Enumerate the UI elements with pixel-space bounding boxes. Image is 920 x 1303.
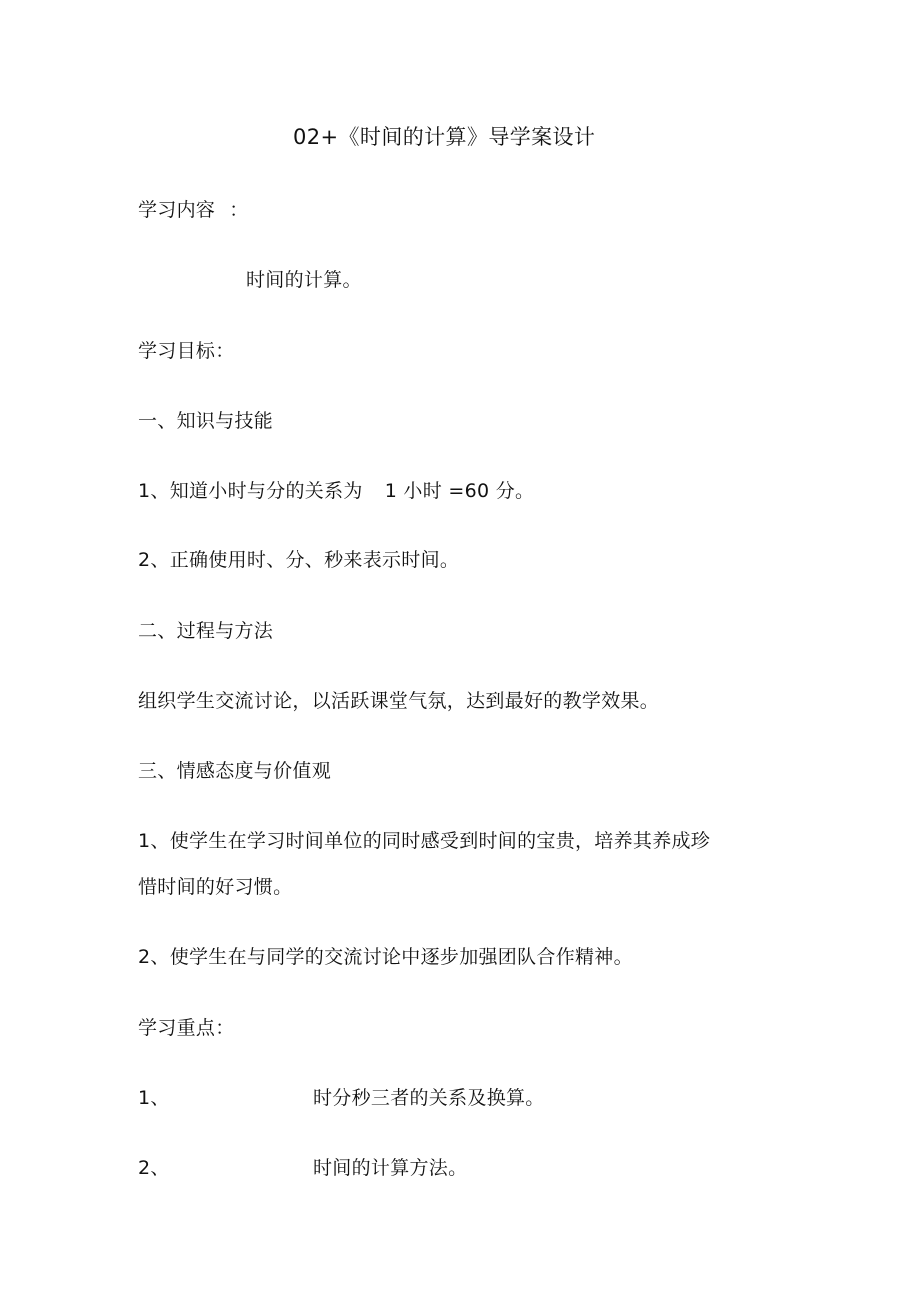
key-points-heading: 学习重点： — [138, 1017, 235, 1039]
process-heading: 二、过程与方法 — [138, 620, 274, 642]
emotion-item-1-line-1: 1、使学生在学习时间单位的同时感受到时间的宝贵，培养其养成珍 — [138, 830, 711, 852]
content-heading: 学习内容 — [138, 199, 216, 221]
goals-heading: 学习目标： — [138, 340, 235, 362]
emotion-item-2: 2、使学生在与同学的交流讨论中逐步加强团队合作精神。 — [138, 946, 633, 968]
key-point-1-number: 1、 — [138, 1087, 170, 1109]
emotion-item-1-line-2: 惜时间的好习惯。 — [138, 876, 293, 898]
knowledge-item-1-prefix: 1、知道小时与分的关系为 — [138, 480, 363, 502]
knowledge-item-2: 2、正确使用时、分、秒来表示时间。 — [138, 549, 460, 571]
key-point-2-text: 时间的计算方法。 — [313, 1157, 468, 1179]
key-point-1-text: 时分秒三者的关系及换算。 — [313, 1087, 545, 1109]
emotion-heading: 三、情感态度与价值观 — [138, 760, 332, 782]
key-point-2-number: 2、 — [138, 1157, 170, 1179]
knowledge-item-1 — [138, 479, 534, 503]
document-title: 02+《时间的计算》导学案设计 — [293, 125, 596, 149]
content-heading-row — [138, 198, 249, 222]
knowledge-heading: 一、知识与技能 — [138, 410, 274, 432]
knowledge-item-1-value: 1 小时 =60 分。 — [384, 480, 535, 502]
content-text: 时间的计算。 — [246, 269, 362, 291]
process-text: 组织学生交流讨论，以活跃课堂气氛，达到最好的教学效果。 — [138, 690, 660, 712]
content-heading-colon: ： — [229, 199, 249, 221]
